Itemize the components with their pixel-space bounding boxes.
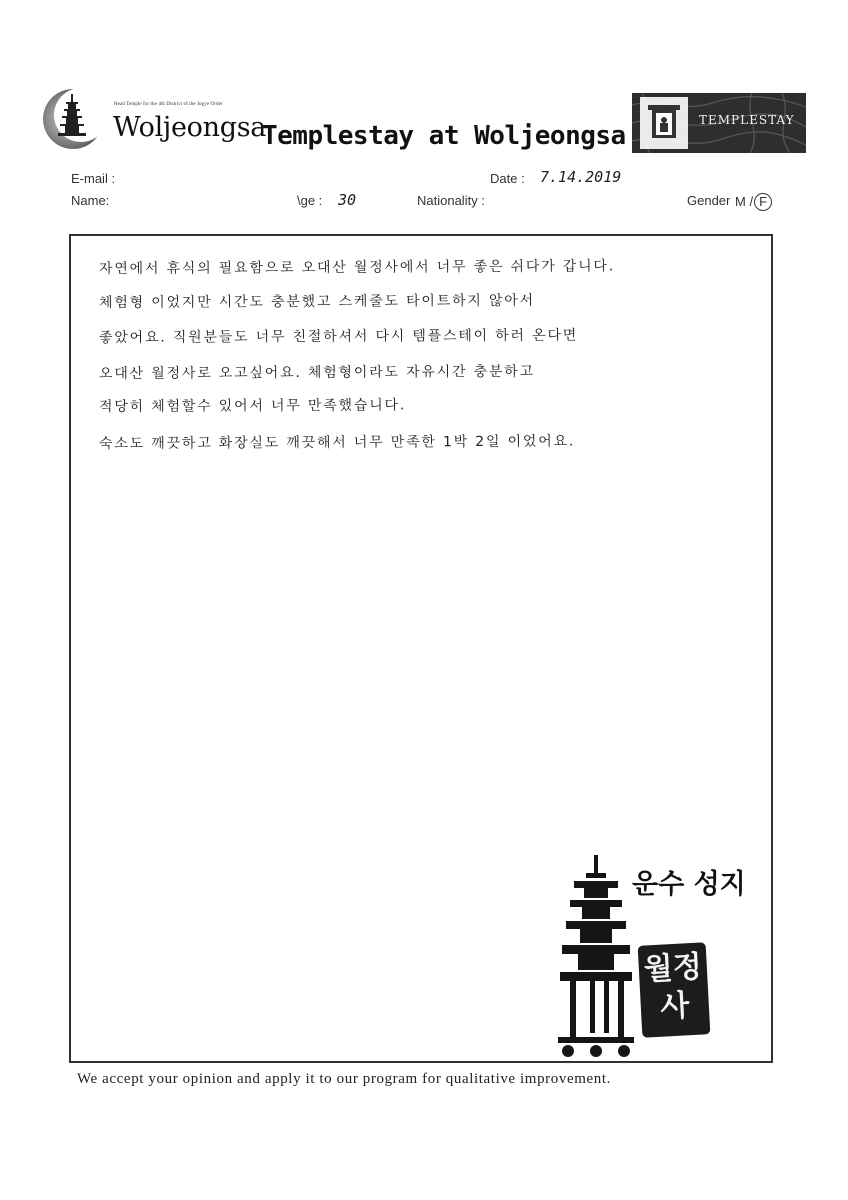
- comment-line-3: 좋았어요. 직원분들도 너무 친절하셔서 다시 템플스테이 하러 온다면: [98, 327, 579, 346]
- footer-note: We accept your opinion and apply it to our program for qualitative improvement.: [77, 1071, 611, 1087]
- age-value: 30: [338, 191, 357, 209]
- seal-calligraphy: 운수 성지: [632, 869, 746, 900]
- date-value: 7.14.2019: [540, 168, 622, 186]
- comment-line-6: 숙소도 깨끗하고 화장실도 깨끗해서 너무 만족한 1박 2일 이었어요.: [98, 433, 576, 452]
- comment-line-2: 체험형 이었지만 시간도 충분했고 스케줄도 타이트하지 않아서: [98, 292, 535, 311]
- date-label: Date :: [490, 171, 525, 186]
- form-title: Templestay at Woljeongsa: [262, 121, 626, 151]
- gender-option-m: M /: [735, 194, 754, 209]
- logo-wordmark: Woljeongsa: [113, 112, 267, 143]
- pagoda-emblem-icon: [42, 88, 104, 150]
- seal-stamp: [638, 942, 711, 1037]
- seal-stamp-text: 월정 사: [643, 949, 703, 1025]
- comment-line-4: 오대산 월정사로 오고싶어요. 체험형이라도 자유시간 충분하고: [98, 363, 535, 382]
- name-label: Name:: [71, 193, 110, 208]
- templestay-badge: [632, 93, 806, 153]
- gender-options: [735, 193, 772, 211]
- nationality-label: Nationality :: [417, 193, 485, 208]
- logo-tagline: Head Temple for the 4th District of the Jogye Order: [114, 102, 223, 107]
- badge-label: TEMPLESTAY: [699, 113, 795, 127]
- gender-option-f-circled: F: [754, 193, 772, 211]
- email-label: E-mail :: [71, 171, 116, 186]
- age-label: \ge :: [297, 193, 323, 208]
- temple-gate-icon: [648, 103, 680, 141]
- comment-line-5: 적당히 체험할수 있어서 너무 만족했습니다.: [98, 397, 407, 415]
- gender-label: Gender: [687, 193, 731, 208]
- comment-line-1: 자연에서 휴식의 필요함으로 오대산 월정사에서 너무 좋은 쉬다가 갑니다.: [98, 258, 616, 277]
